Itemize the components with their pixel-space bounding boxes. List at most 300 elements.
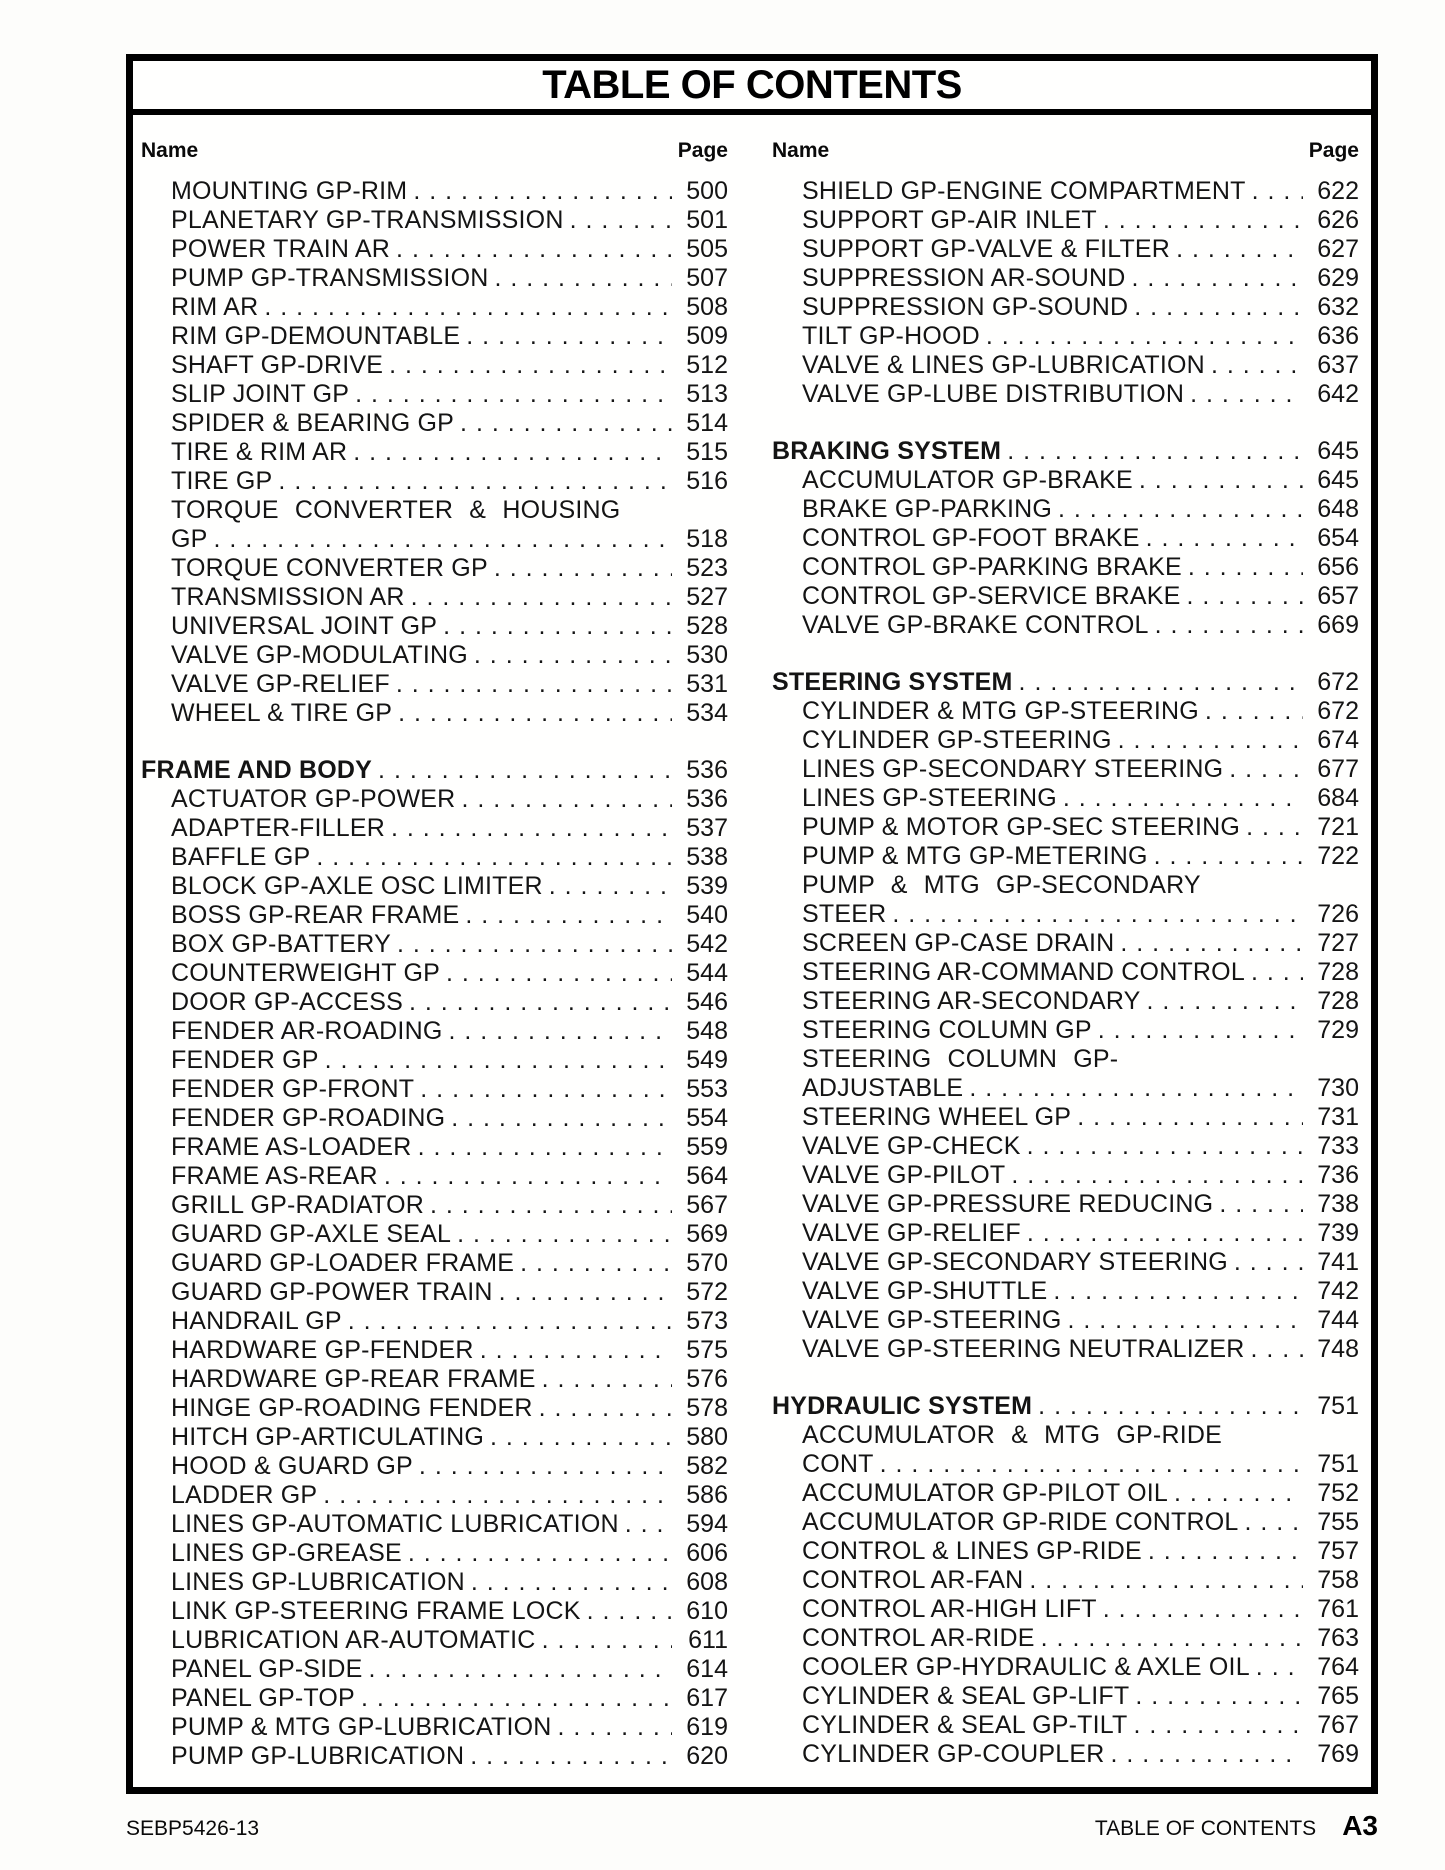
entry-label: BOSS GP-REAR FRAME [171, 901, 460, 929]
entry-label: CONTROL GP-FOOT BRAKE [802, 524, 1140, 552]
entry-label: CYLINDER GP-COUPLER [802, 1740, 1105, 1768]
toc-entry [141, 293, 728, 322]
toc-entries-left [141, 177, 728, 1771]
toc-entry [141, 843, 728, 872]
dot-leader [969, 1074, 1303, 1103]
toc-entry [772, 177, 1359, 206]
entry-label: LUBRICATION AR-AUTOMATIC [171, 1626, 536, 1654]
entry-label: PUMP & MTG GP-SECONDARY [802, 871, 1201, 899]
dot-leader [1188, 553, 1303, 582]
dot-leader [1234, 1248, 1303, 1277]
entry-label: CONT [802, 1450, 874, 1478]
toc-entry [772, 1248, 1359, 1277]
toc-entry [141, 959, 728, 988]
dot-leader [443, 612, 672, 641]
toc-entry [141, 872, 728, 901]
toc-entry [772, 1740, 1359, 1769]
entry-label: TIRE GP [171, 467, 273, 495]
toc-entry [772, 466, 1359, 495]
entry-page-number: 637 [1317, 351, 1359, 379]
dot-leader [466, 322, 672, 351]
dot-leader [1229, 755, 1303, 784]
entry-page-number: 567 [686, 1191, 728, 1219]
toc-entry [772, 1103, 1359, 1132]
name-column-header: Name [772, 139, 830, 162]
toc-entry [772, 987, 1359, 1016]
toc-entry [141, 1220, 728, 1249]
entry-page-number: 575 [686, 1336, 728, 1364]
dot-leader [542, 1365, 672, 1394]
entry-page-number: 536 [686, 785, 728, 813]
entry-label: CYLINDER & SEAL GP-LIFT [802, 1682, 1130, 1710]
entry-page-number: 619 [686, 1713, 728, 1741]
dot-leader [389, 351, 672, 380]
entry-label: ACCUMULATOR GP-PILOT OIL [802, 1479, 1168, 1507]
entry-page-number: 553 [686, 1075, 728, 1103]
section-gap [141, 728, 728, 756]
entry-label: COOLER GP-HYDRAULIC & AXLE OIL [802, 1653, 1250, 1681]
entry-label: CONTROL GP-SERVICE BRAKE [802, 582, 1181, 610]
toc-entry [141, 1046, 728, 1075]
dot-leader [1154, 842, 1303, 871]
toc-entry [141, 1365, 728, 1394]
toc-entry [772, 1132, 1359, 1161]
dot-leader [1132, 264, 1303, 293]
entry-label: LINES GP-LUBRICATION [171, 1568, 465, 1596]
dot-leader [558, 1713, 672, 1742]
entry-label: PANEL GP-SIDE [171, 1655, 363, 1683]
entry-label: VALVE GP-SECONDARY STEERING [802, 1248, 1228, 1276]
entry-label: SUPPRESSION GP-SOUND [802, 293, 1129, 321]
toc-entry [141, 264, 728, 293]
entry-label: VALVE GP-PRESSURE REDUCING [802, 1190, 1214, 1218]
toc-column-left [141, 115, 728, 1771]
entry-page-number: 656 [1317, 553, 1359, 581]
entry-label: STEERING COLUMN GP- [802, 1045, 1119, 1073]
dot-leader [986, 322, 1303, 351]
toc-entry [772, 293, 1359, 322]
dot-leader [1139, 466, 1303, 495]
toc-entry [141, 467, 728, 496]
entry-label: STEERING SYSTEM [772, 668, 1013, 696]
entry-page-number: 582 [686, 1452, 728, 1480]
entry-page-number: 531 [686, 670, 728, 698]
entry-label: CYLINDER GP-STEERING [802, 726, 1112, 754]
entry-label: HINGE GP-ROADING FENDER [171, 1394, 533, 1422]
entry-page-number: 627 [1317, 235, 1359, 263]
toc-entry [772, 1682, 1359, 1711]
dot-leader [323, 1481, 672, 1510]
entry-label: HITCH GP-ARTICULATING [171, 1423, 485, 1451]
toc-entry [772, 1016, 1359, 1045]
toc-entry [772, 871, 1359, 900]
entry-page-number: 626 [1317, 206, 1359, 234]
entry-label: VALVE GP-CHECK [802, 1132, 1021, 1160]
entry-page-number: 512 [686, 351, 728, 379]
entry-label: VALVE GP-SHUTTLE [802, 1277, 1048, 1305]
dot-leader [418, 1133, 672, 1162]
section-gap [772, 1364, 1359, 1392]
dot-leader [1176, 235, 1303, 264]
dot-leader [369, 1655, 672, 1684]
entry-page-number: 728 [1317, 987, 1359, 1015]
entry-page-number: 622 [1317, 177, 1359, 205]
entry-page-number: 594 [686, 1510, 728, 1538]
toc-entry [772, 264, 1359, 293]
toc-entry [141, 206, 728, 235]
entry-label: SUPPORT GP-VALVE & FILTER [802, 235, 1171, 263]
entry-page-number: 742 [1317, 1277, 1359, 1305]
dot-leader [398, 699, 672, 728]
column-header-row [141, 139, 728, 163]
entry-label: VALVE GP-RELIEF [802, 1219, 1021, 1247]
toc-entry [772, 1277, 1359, 1306]
dot-leader [264, 293, 672, 322]
entry-label: BLOCK GP-AXLE OSC LIMITER [171, 872, 543, 900]
dot-leader [378, 756, 672, 785]
entry-page-number: 769 [1317, 1740, 1359, 1768]
entry-page-number: 657 [1317, 582, 1359, 610]
toc-entry [141, 1075, 728, 1104]
entry-label: VALVE GP-RELIEF [171, 670, 390, 698]
toc-entry [141, 1626, 728, 1655]
entry-label: CONTROL & LINES GP-RIDE [802, 1537, 1142, 1565]
dot-leader [1148, 1537, 1303, 1566]
toc-entry [772, 1479, 1359, 1508]
dot-leader [1011, 1161, 1303, 1190]
toc-entry [141, 699, 728, 728]
dot-leader [353, 438, 672, 467]
dot-leader [1256, 1653, 1303, 1682]
dot-leader [391, 814, 672, 843]
entry-page-number: 534 [686, 699, 728, 727]
toc-entry [141, 1452, 728, 1481]
dot-leader [316, 843, 672, 872]
entry-label: POWER TRAIN AR [171, 235, 391, 263]
toc-entry [141, 1510, 728, 1539]
dot-leader [1027, 1132, 1303, 1161]
toc-entry [141, 351, 728, 380]
toc-entry [141, 1568, 728, 1597]
dot-leader [448, 1017, 672, 1046]
entry-label: STEERING WHEEL GP [802, 1103, 1072, 1131]
entry-label: TORQUE CONVERTER & HOUSING [171, 496, 621, 524]
entry-page-number: 528 [686, 612, 728, 640]
toc-entry [141, 1278, 728, 1307]
dot-leader [1219, 1190, 1303, 1219]
toc-entry [141, 1481, 728, 1510]
entry-label: SUPPRESSION AR-SOUND [802, 264, 1126, 292]
dot-leader [549, 872, 672, 901]
dot-leader [460, 409, 672, 438]
entry-page-number: 730 [1317, 1074, 1359, 1102]
entry-label: STEER [802, 900, 887, 928]
dot-leader [499, 1278, 672, 1307]
dot-leader [1077, 1103, 1303, 1132]
entry-label: BAFFLE GP [171, 843, 311, 871]
toc-entry [141, 988, 728, 1017]
toc-entry [772, 1074, 1359, 1103]
toc-entry [141, 1742, 728, 1771]
toc-entry [141, 177, 728, 206]
toc-entry [141, 1162, 728, 1191]
entry-page-number: 669 [1317, 611, 1359, 639]
entry-label: WHEEL & TIRE GP [171, 699, 393, 727]
entry-page-number: 501 [686, 206, 728, 234]
entry-label: HYDRAULIC SYSTEM [772, 1392, 1033, 1420]
dot-leader [1067, 1306, 1303, 1335]
entry-page-number: 516 [686, 467, 728, 495]
dot-leader [470, 1742, 672, 1771]
entry-label: HARDWARE GP-REAR FRAME [171, 1365, 536, 1393]
entry-page-number: 722 [1317, 842, 1359, 870]
entry-page-number: 729 [1317, 1016, 1359, 1044]
entry-page-number: 611 [688, 1626, 728, 1654]
toc-entry [772, 1450, 1359, 1479]
entry-label: BOX GP-BATTERY [171, 930, 391, 958]
entry-label: UNIVERSAL JOINT GP [171, 612, 438, 640]
entry-label: LINES GP-AUTOMATIC LUBRICATION [171, 1510, 619, 1538]
toc-entry [772, 1537, 1359, 1566]
toc-section-header [772, 668, 1359, 697]
dot-leader [457, 1220, 672, 1249]
entry-page-number: 751 [1317, 1392, 1359, 1420]
toc-entry [141, 583, 728, 612]
entry-label: FENDER AR-ROADING [171, 1017, 443, 1045]
entry-page-number: 677 [1317, 755, 1359, 783]
entry-page-number: 654 [1317, 524, 1359, 552]
toc-section-header [772, 1392, 1359, 1421]
toc-entry [772, 1045, 1359, 1074]
entry-page-number: 741 [1317, 1248, 1359, 1276]
entry-label: HOOD & GUARD GP [171, 1452, 413, 1480]
entry-label: SHAFT GP-DRIVE [171, 351, 384, 379]
dot-leader [1027, 1219, 1303, 1248]
entry-label: VALVE GP-BRAKE CONTROL [802, 611, 1149, 639]
entry-page-number: 736 [1317, 1161, 1359, 1189]
toc-entry [772, 1190, 1359, 1219]
entry-page-number: 518 [686, 525, 728, 553]
dot-leader [570, 206, 672, 235]
entry-page-number: 507 [686, 264, 728, 292]
dot-leader [1211, 351, 1303, 380]
entry-label: CYLINDER & SEAL GP-TILT [802, 1711, 1128, 1739]
entry-page-number: 513 [686, 380, 728, 408]
entry-label: ACCUMULATOR GP-RIDE CONTROL [802, 1508, 1239, 1536]
toc-entry [141, 1394, 728, 1423]
entry-page-number: 642 [1317, 380, 1359, 408]
entry-page-number: 636 [1317, 322, 1359, 350]
toc-entry [772, 351, 1359, 380]
dot-leader [1246, 813, 1303, 842]
dot-leader [1190, 380, 1303, 409]
toc-entry [772, 1595, 1359, 1624]
toc-entry [141, 496, 728, 525]
footer-page-indicator: A3 [1342, 1810, 1378, 1841]
toc-entry [141, 901, 728, 930]
toc-entry [772, 726, 1359, 755]
entry-label: FENDER GP [171, 1046, 319, 1074]
entry-label: TRANSMISSION AR [171, 583, 405, 611]
dot-leader [1063, 784, 1303, 813]
toc-content [133, 115, 1371, 1771]
entry-page-number: 617 [686, 1684, 728, 1712]
toc-entry [141, 641, 728, 670]
toc-entry [141, 380, 728, 409]
entry-page-number: 610 [686, 1597, 728, 1625]
toc-section-header [141, 756, 728, 785]
dot-leader [384, 1162, 672, 1191]
entry-page-number: 570 [686, 1249, 728, 1277]
entry-label: PUMP GP-TRANSMISSION [171, 264, 489, 292]
toc-entry [772, 611, 1359, 640]
dot-leader [396, 235, 672, 264]
entry-page-number: 726 [1317, 900, 1359, 928]
entry-page-number: 758 [1317, 1566, 1359, 1594]
dot-leader [1041, 1624, 1303, 1653]
entry-label: SPIDER & BEARING GP [171, 409, 455, 437]
toc-entry [141, 1655, 728, 1684]
entry-label: FENDER GP-ROADING [171, 1104, 446, 1132]
dot-leader [1174, 1479, 1303, 1508]
entry-label: PLANETARY GP-TRANSMISSION [171, 206, 564, 234]
entry-label: ADJUSTABLE [802, 1074, 964, 1102]
dot-leader [892, 900, 1303, 929]
entry-page-number: 738 [1317, 1190, 1359, 1218]
entry-label: GUARD GP-POWER TRAIN [171, 1278, 493, 1306]
dot-leader [494, 264, 672, 293]
dot-leader [214, 525, 672, 554]
toc-entry [772, 813, 1359, 842]
dot-leader [1120, 929, 1303, 958]
toc-entry [772, 1711, 1359, 1740]
dot-leader [1251, 958, 1303, 987]
entry-label: CONTROL AR-FAN [802, 1566, 1024, 1594]
entry-page-number: 757 [1317, 1537, 1359, 1565]
toc-entry [141, 670, 728, 699]
dot-leader [1250, 1335, 1303, 1364]
dot-leader [1103, 206, 1303, 235]
entry-label: VALVE GP-LUBE DISTRIBUTION [802, 380, 1185, 408]
entry-label: LINES GP-GREASE [171, 1539, 402, 1567]
entry-page-number: 739 [1317, 1219, 1359, 1247]
dot-leader [1103, 1595, 1303, 1624]
toc-entry [141, 525, 728, 554]
toc-entry [141, 1684, 728, 1713]
dot-leader [1135, 1682, 1303, 1711]
entry-page-number: 728 [1317, 958, 1359, 986]
toc-page-frame [126, 54, 1378, 1794]
dot-leader [1029, 1566, 1303, 1595]
entry-label: MOUNTING GP-RIM [171, 177, 408, 205]
toc-entry [141, 235, 728, 264]
entry-page-number: 505 [686, 235, 728, 263]
toc-entry [141, 1713, 728, 1742]
dot-leader [361, 1684, 672, 1713]
entry-label: GUARD GP-LOADER FRAME [171, 1249, 515, 1277]
dot-leader [1244, 1508, 1303, 1537]
entry-page-number: 614 [686, 1655, 728, 1683]
toc-entry [772, 495, 1359, 524]
entry-page-number: 564 [686, 1162, 728, 1190]
entry-page-number: 620 [686, 1742, 728, 1770]
toc-entry [141, 1133, 728, 1162]
dot-leader [278, 467, 672, 496]
toc-entry [141, 930, 728, 959]
entry-label: VALVE GP-STEERING [802, 1306, 1062, 1334]
dot-leader [1134, 1711, 1303, 1740]
entry-page-number: 608 [686, 1568, 728, 1596]
toc-columns [141, 115, 1359, 1771]
section-gap [772, 409, 1359, 437]
entry-label: COUNTERWEIGHT GP [171, 959, 440, 987]
entry-label: ACCUMULATOR GP-BRAKE [802, 466, 1133, 494]
toc-entry [772, 380, 1359, 409]
entry-page-number: 573 [686, 1307, 728, 1335]
toc-section-header [772, 437, 1359, 466]
entry-label: GUARD GP-AXLE SEAL [171, 1220, 452, 1248]
dot-leader [409, 988, 672, 1017]
entry-label: STEERING AR-SECONDARY [802, 987, 1141, 1015]
entry-label: GRILL GP-RADIATOR [171, 1191, 424, 1219]
entry-page-number: 755 [1317, 1508, 1359, 1536]
dot-leader [430, 1191, 672, 1220]
entry-label: CONTROL AR-HIGH LIFT [802, 1595, 1097, 1623]
entry-page-number: 763 [1317, 1624, 1359, 1652]
dot-leader [1155, 611, 1303, 640]
toc-entry [772, 1653, 1359, 1682]
entry-label: SHIELD GP-ENGINE COMPARTMENT [802, 177, 1246, 205]
column-header-row [772, 139, 1359, 163]
dot-leader [625, 1510, 672, 1539]
entry-page-number: 764 [1317, 1653, 1359, 1681]
toc-entry [772, 958, 1359, 987]
entry-label: RIM AR [171, 293, 259, 321]
entry-page-number: 508 [686, 293, 728, 321]
entry-label: STEERING COLUMN GP [802, 1016, 1092, 1044]
entry-label: CONTROL GP-PARKING BRAKE [802, 553, 1182, 581]
entry-label: FRAME AND BODY [141, 756, 373, 784]
dot-leader [325, 1046, 672, 1075]
entry-label: FENDER GP-FRONT [171, 1075, 415, 1103]
entry-page-number: 629 [1317, 264, 1359, 292]
toc-entry [141, 1539, 728, 1568]
entry-page-number: 586 [686, 1481, 728, 1509]
entry-page-number: 537 [686, 814, 728, 842]
entry-page-number: 554 [686, 1104, 728, 1132]
toc-entry [772, 1306, 1359, 1335]
entry-page-number: 645 [1317, 437, 1359, 465]
toc-entry [141, 814, 728, 843]
entry-label: PUMP GP-LUBRICATION [171, 1742, 465, 1770]
dot-leader [539, 1394, 672, 1423]
dot-leader [413, 177, 672, 206]
footer-right-group [1095, 1810, 1378, 1842]
dot-leader [348, 1307, 672, 1336]
dot-leader [1058, 495, 1303, 524]
dot-leader [465, 901, 672, 930]
toc-entry [141, 1191, 728, 1220]
entry-page-number: 672 [1317, 668, 1359, 696]
dot-leader [1147, 987, 1303, 1016]
dot-leader [587, 1597, 672, 1626]
dot-leader [474, 641, 672, 670]
entry-label: HARDWARE GP-FENDER [171, 1336, 474, 1364]
toc-entry [772, 206, 1359, 235]
entry-page-number: 727 [1317, 929, 1359, 957]
entry-label: SUPPORT GP-AIR INLET [802, 206, 1097, 234]
entry-page-number: 761 [1317, 1595, 1359, 1623]
